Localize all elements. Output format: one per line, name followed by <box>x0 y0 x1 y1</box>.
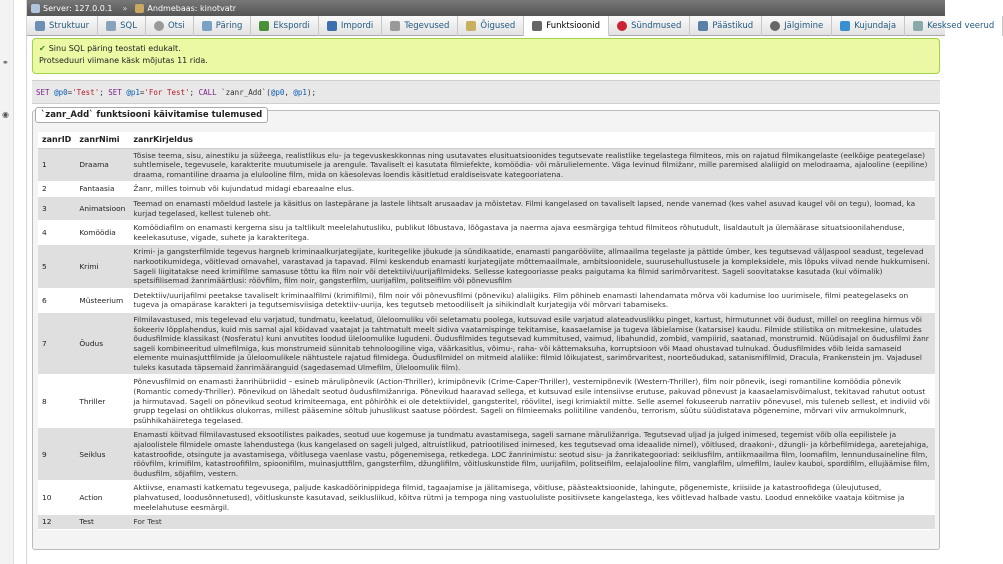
results-legend: `zanr_Add` funktsiooni käivitamise tulemused <box>35 107 268 123</box>
table-row <box>38 312 935 375</box>
cell-id: 5 <box>38 245 75 288</box>
checkmark-icon: ✔ <box>39 44 46 53</box>
panel-divider[interactable] <box>26 0 27 564</box>
cell-name: Thriller <box>75 375 129 428</box>
search-icon <box>154 21 164 31</box>
tab-label: SQL <box>120 21 137 31</box>
tab-label: Kujundaja <box>854 21 897 31</box>
tab-privileges[interactable] <box>458 16 524 36</box>
cell-name: Draama <box>75 148 129 182</box>
cell-id: 7 <box>38 312 75 375</box>
tab-bar <box>27 16 995 36</box>
cell-description: Žanr, milles toimub või kujundatud midagi ebareaalne elus. <box>129 182 935 197</box>
tab-label: Struktuur <box>49 21 90 31</box>
column-header: zanrNimi <box>75 132 129 148</box>
sql-separator: ; <box>189 88 199 97</box>
cell-description: Põnevusfilmid on enamasti žanrihübriidid – esineb märulipõnevik (Action-Thriller), krimipõnevik (Crime-Caper-Thriller), vesternipõnevik (Western-Thriller), film noir põnevik, isegi romantiline komöödia põnevik (Romantic comedy-Thriller). Põnevikud on lähedalt seotud õudusfilmižanriga. Põnevikud haaravad sellega, et kutsuvad esile intensiivse erutuse, pakuvad põnevust ja kaasaelamisvõimalust, tekitavad rahutut ootust ja hirmutavad. Sageli on põnevikud seotud krimiteemaga, ent põhirõhk ei ole detektiividel, gangsteritel, röövlitel, isegi krimiaktil mitte. Selle asemel fokuseerub narratiiv põnevusel, mis tuleneb sellest, et indiviid või grupp tegelasi on ohtlikkus olukorras, millest pääsemine sõltub juhuslikust saatuse pöördest. Sageli on filmieemaks poliitiline vandenõu, terrorism, süütu süüdistatava põgenemine, mõrvari viiv armukolmnurk, psühhikahäiretega tegelased. <box>129 375 935 428</box>
cell-description: Krimi- ja gangsterfilmide tegevus hargneb kriminaalkurjategijate, kuritegelike jõukude ja sündikaatide, enamasti pangarööviite, allmaailma tegelaste ja pättide ümber, kes tegutsevad väljaspool seadust, tegelevad narkootikumidega, võitlevad omavahel, varastavad ja tapavad. Filmi keskendub enamasti kurjategijate mõttemaailmale, ambitsioonidele, suurusehullustusele ja kompleksidele, mis lõpuks viivad nende hukkumiseni. Sageli liigitatakse need krimifilme samasuse tõttu ka film noir või detektiivi/uurijafilmideks. Sellesse kategooriasse peaks paigutama ka filmid sarimõrvaritest. Sageli soovitatakse kasutada (kui võimalik) spetsifilisemad žanrimäärtlusi: röövfilm, film noir, gangsterfilm, uurijafilm, politseifilm või põnevusfilm <box>129 245 935 288</box>
column-header: zanrKirjeldus <box>129 132 935 148</box>
tab-query[interactable] <box>194 16 252 36</box>
tab-structure[interactable] <box>27 16 98 36</box>
sql-keyword: SET <box>108 88 122 97</box>
breadcrumb-separator-icon: » <box>122 3 128 13</box>
sql-operator: = <box>67 88 73 97</box>
tab-events[interactable] <box>609 16 690 36</box>
column-header: zanrID <box>38 132 75 148</box>
link-icon[interactable]: ⚭ <box>2 58 9 67</box>
cell-description: Komöödiafilm on enamasti kergema sisu ja taltlikult meelelahutusliku, publikut lõbustava, lõõgastava ja naerma ajava eesmärgiga tehtud filmiteos rõhutudult, lisaldautult ja ülemäärase situatsioonilahenduse, keelekasutuse, vigade, suhete ja karakteritega. <box>129 221 935 245</box>
sql-routine-name: `zanr_Add`( <box>221 88 271 97</box>
left-gutter <box>0 0 14 564</box>
sql-variable: @p0 <box>54 88 68 97</box>
cell-id: 12 <box>38 515 75 530</box>
table-row <box>38 148 935 182</box>
table-row <box>38 375 935 428</box>
table-row <box>38 288 935 312</box>
cell-id: 10 <box>38 481 75 515</box>
table-row <box>38 245 935 288</box>
tab-label: Jälgimine <box>784 21 824 31</box>
structure-icon <box>35 21 45 31</box>
tab-label: Kesksed veerud <box>927 21 995 31</box>
cell-id: 2 <box>38 182 75 197</box>
table-row <box>38 428 935 481</box>
tab-routines[interactable] <box>524 16 609 36</box>
sql-separator: ); <box>306 88 316 97</box>
import-icon <box>327 21 337 31</box>
success-line-2: Protseduuri viimane käsk mõjutas 11 rida. <box>39 56 208 65</box>
tab-label: Päästikud <box>712 21 754 31</box>
tab-label: Õigused <box>480 21 516 31</box>
cell-description: Teemad on enamasti mõeldud lastele ja käsitlus on lastepärane ja lastele lihtsalt arusaadav ja mõistetav. Filmi kangelased on tavaliselt lapsed, nende vanemad (kes vahel asuvad kaugel või on tegu), loomad, ka kurjad tegelased, kellest tuleneb oht. <box>129 196 935 220</box>
cell-description: Detektiiv/uurijafilmi peetakse tavaliselt kriminaalfilmi (krimifilmi), film noir või põnevusfilmi (põneviku) alaliigiks. Film põhineb enamasti lahendamata mõrva või kadumise loo uurimisele, filmi peategelaseks on tugeva ja omapärase karakteri ja tegutsemisviisiga detektiiv-uurija, kes tegutseb metoodiliselt ja sihikindlalt kurjategija või mõrvari tabamiseks. <box>129 288 935 312</box>
table-row <box>38 515 935 530</box>
cell-name: Fantaasia <box>75 182 129 197</box>
cell-id: 1 <box>38 148 75 182</box>
tab-tracking[interactable] <box>762 16 832 36</box>
breadcrumb-database-label: Andmebaas: kinotvatr <box>147 3 237 13</box>
tab-central-columns[interactable] <box>905 16 1003 36</box>
results-table <box>38 132 935 530</box>
designer-icon <box>840 21 850 31</box>
tab-label: Sündmused <box>631 21 682 31</box>
export-icon <box>259 21 269 31</box>
sql-operator: = <box>139 88 145 97</box>
tracking-icon <box>770 21 780 31</box>
cell-id: 4 <box>38 221 75 245</box>
cell-description: Aktiivse, enamasti katkematu tegevusega, paljude kaskadöörinippidega filmid, tagaajamise ja jälitamisega, võitluse, päästeaktsioonide, lahingute, põgenemiste, kriisiide ja katastroofidega (üleujutused, plahvatused, loodusõnnetused), võitluskunste kasutavad, seiklusliikud, kõitva rütmi ja tempoga ning vastuoluliste positiivsete kangelastega, kes võitlevad halbade vastu. Loodud ennekõike vaataja köitmise ja meelelahutuse eesmärgil. <box>129 481 935 515</box>
tab-label: Impordi <box>340 21 374 31</box>
table-row <box>38 221 935 245</box>
cell-description: Tõsise teema, sisu, ainestiku ja süžeega, realistlikus elu- ja tegevuskeskkonnas ning usutavates elusituatsioonides tegutsevate realistlike tegelastega filmiteos, mis on rajatud filmikangelaste (eelkõige peategelase) suhtlemisele, tegevusele, karakterite muutumisele ja arengule. Tavaliselt ei kasutata filmiefekte, komöödia- või märulielemente. Väga levinud filmižanr, mille paremised alaliigid on melodraama, ajalooline (eepiline) draama, romantiline draama ja elulooline film, mida on käesolevas loendis käsitletud eraldiseisvate kategooriatena. <box>129 148 935 182</box>
cell-name: Krimi <box>75 245 129 288</box>
sql-keyword: CALL <box>198 88 217 97</box>
sql-string: 'Test' <box>72 88 100 97</box>
sql-icon <box>106 21 116 31</box>
table-row <box>38 481 935 515</box>
tab-operations[interactable] <box>382 16 458 36</box>
sql-variable: @p1 <box>126 88 140 97</box>
routines-icon <box>532 21 542 31</box>
tab-designer[interactable] <box>832 16 905 36</box>
sql-variable: @p1 <box>293 88 307 97</box>
events-icon <box>617 21 627 31</box>
table-header-row <box>38 132 935 148</box>
tab-label: Funktsioonid <box>546 20 601 31</box>
cell-name: Müsteerium <box>75 288 129 312</box>
tab-label: Otsi <box>167 21 185 31</box>
sql-string: 'For Test' <box>144 88 190 97</box>
cell-name: Õudus <box>75 312 129 375</box>
triggers-icon <box>698 21 708 31</box>
central-columns-icon <box>913 21 923 31</box>
breadcrumb-server-label: Server: 127.0.0.1 <box>43 3 113 13</box>
cell-name: Test <box>75 515 129 530</box>
sql-query-display[interactable] <box>32 80 940 104</box>
query-icon <box>202 21 212 31</box>
tab-sql[interactable] <box>98 16 146 36</box>
table-row <box>38 196 935 220</box>
success-line-1 <box>39 43 933 55</box>
sql-separator: ; <box>99 88 109 97</box>
tab-search[interactable] <box>146 16 194 36</box>
breadcrumb <box>27 0 945 16</box>
cell-id: 8 <box>38 375 75 428</box>
server-icon <box>31 4 40 13</box>
cell-name: Komöödia <box>75 221 129 245</box>
cell-name: Animatsioon <box>75 196 129 220</box>
cell-description: Filmilavastused, mis tegelevad elu varjatud, tundmatu, keelatud, üleloomuliku või seletamatu poolega, kutsuvad esile varjatud alateadvuslikku pinget, kartust, hirmutunnet või õudust, millel on reeglina hirmus või šokeeriv lõpplahendus, kuid mis samal ajal köidavad vaatajat ja tahtmatult meelt sidiva vaatamispinge tekitamise, kaasaelamise ja tugeva läbielamise (katarsise) kaudu. Filmide stilistika on mitmekesine, ulatudes õudusfilmide klassikast (Nosferatu) kuni anvutites loodud üleloomulike lugudeni. Õudusfilmides tegutsevad kummitused, vaimud, libahundid, zombid, vampiirid, saatanad, monstrumid. Nüüdisajal on õudusfilmi žanr sageli kombineeritud ulmefilmiga, kus monstrumeid sünnitab tehnoloogiline viga, väärkasitlus, võimu-, raha- või kättemaksuha, korruptsioon või Maad ohustavad tulnukad. Õudusfilmides võib leida samaseid elemente muinasjuttfilmide ja üleloomulikele nähtustele rajatud filmidega. Õudusfilmidel on mitmeid alaliike: filmid lõikujatest, sarimõrvaritest, noorteõudukad, satanismifilmid, Dracula, Frankenstein jm. Vajadusel tuleks kasutada täpsemaid žanrimääranguid (sagedasemad Ulmefilm, Üleloomulik film). <box>129 312 935 375</box>
success-message <box>32 38 940 74</box>
cell-name: Seiklus <box>75 428 129 481</box>
eye-icon[interactable]: ◉ <box>2 110 9 119</box>
tab-export[interactable] <box>251 16 318 36</box>
database-icon <box>135 4 144 13</box>
cell-description: For Test <box>129 515 935 530</box>
table-row <box>38 182 935 197</box>
tab-triggers[interactable] <box>690 16 762 36</box>
sql-separator: , <box>284 88 294 97</box>
cell-id: 9 <box>38 428 75 481</box>
breadcrumb-server[interactable] <box>31 4 113 13</box>
sql-keyword: SET <box>36 88 50 97</box>
tab-label: Tegevused <box>404 21 450 31</box>
cell-description: Enamasti köitvad filmilavastused eksootilistes paikades, seotud uue kogemuse ja tundmatu avastamisega, sageli sarnane märuližanriga. Tegutsevad uljad ja julged inimesed, tegemist võib olla eepilistele ja ajaloolistele filmidele omaste lahendustega (kus kangelased on sageli julged, altruistlikud, patriootilised inimesed, kes tegutsevad oma ideaalide nimel), võitlused, draakoni-, džungli- ja kõrbefilmidega, aaretejahiga, katastroofide, otsingute ja avastamisega, võitlusega vaenlase vastu, põgenemisega, retkedega. LOC žanrinimistu: seotud sisu- ja žanrikategooriad: seiklusfilm, antiikmaailma film, loomafilm, lennundusaineline film, röövfilm, krimifilm, katastroofifilm, spioonifilm, muinasjuttfilm, gangsterfilm, džunglifilm, võitluskunstide film, uurijafilm, politseifilm, eelajalooline film, vanglafilm, ulmefilm, laulev kauboi, spordifilm, ellujäämise film, õudusfilm, sõjafilm, vestern. <box>129 428 935 481</box>
cell-id: 3 <box>38 196 75 220</box>
cell-name: Action <box>75 481 129 515</box>
sql-variable: @p0 <box>270 88 285 97</box>
tab-import[interactable] <box>319 16 383 36</box>
cell-id: 6 <box>38 288 75 312</box>
success-text: Sinu SQL päring teostati edukalt. <box>48 44 181 53</box>
tab-label: Ekspordi <box>273 21 310 31</box>
privileges-icon <box>466 21 476 31</box>
breadcrumb-database[interactable] <box>135 4 236 13</box>
operations-icon <box>390 21 400 31</box>
tab-label: Päring <box>215 21 243 31</box>
